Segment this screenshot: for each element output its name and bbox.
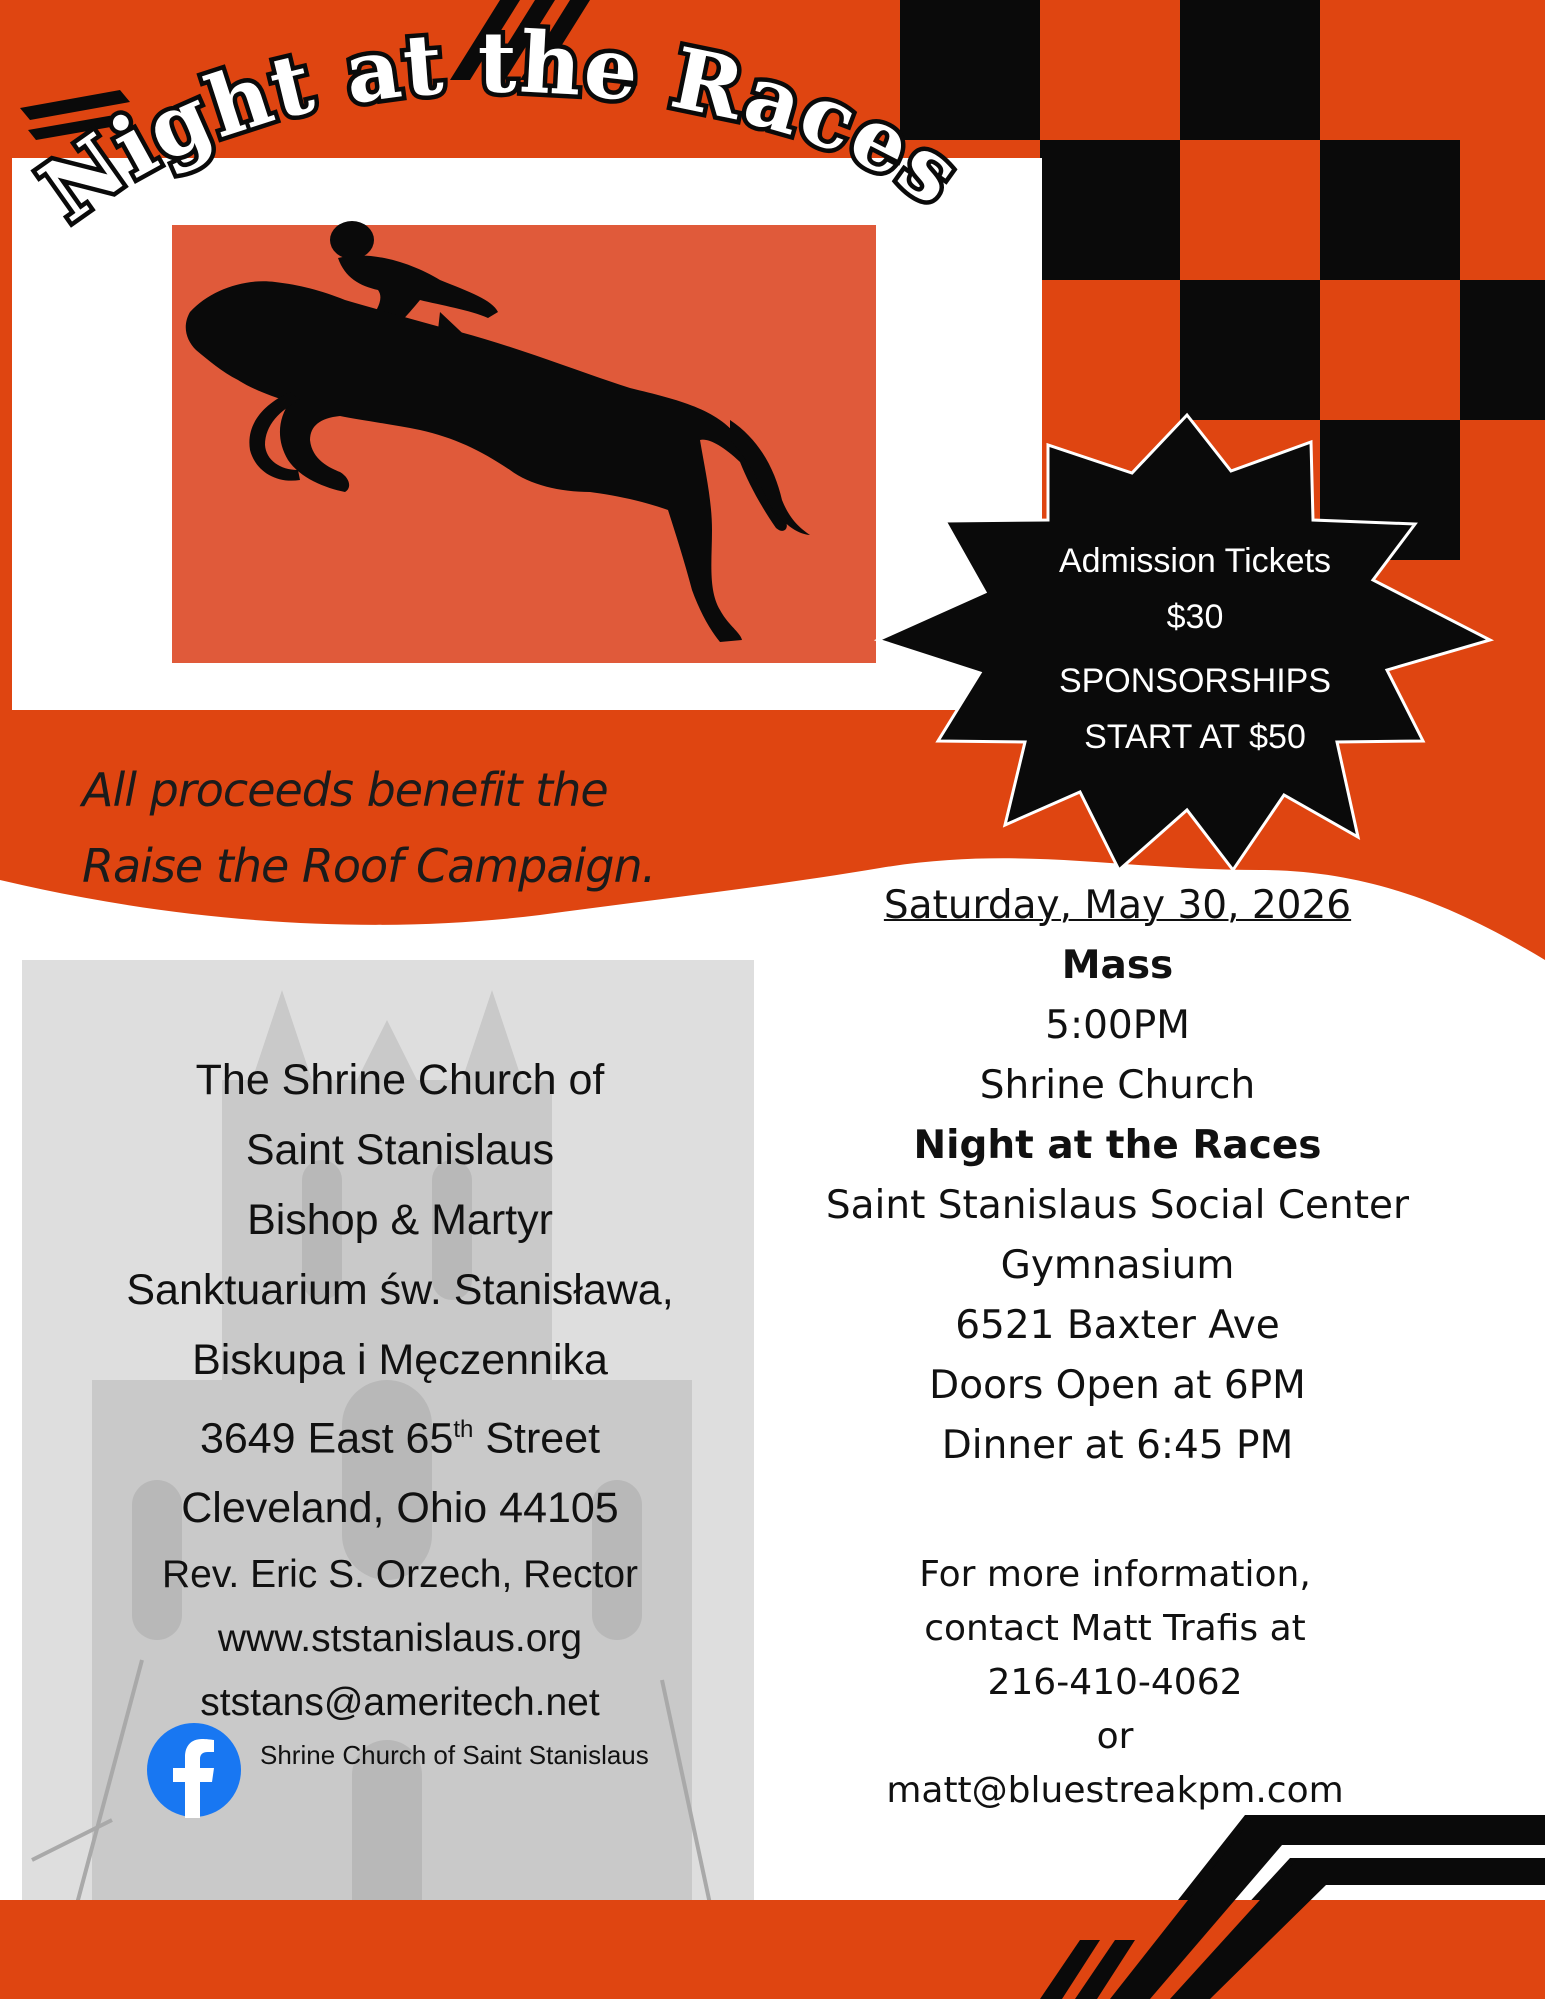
mass-place: Shrine Church (979, 1063, 1256, 1108)
venue-line-1: Saint Stanislaus Social Center (825, 1183, 1410, 1228)
sponsorships-label: SPONSORSHIPS (1058, 662, 1332, 700)
contact-email-link[interactable]: matt@bluestreakpm.com (886, 1770, 1344, 1811)
facebook-label: Shrine Church of Saint Stanislaus (260, 1739, 649, 1770)
street-number: 3649 East 65 (199, 1414, 454, 1463)
contact-phone-link[interactable]: 216-410-4062 (987, 1662, 1243, 1703)
street-ordinal: th (453, 1416, 474, 1443)
tickets-price: $30 (1166, 598, 1224, 636)
contact-line-1: For more information, (919, 1554, 1311, 1595)
event-date: Saturday, May 30, 2026 (883, 883, 1352, 928)
sponsorships-price: START AT $50 (1084, 718, 1306, 756)
street-name: Street (473, 1414, 601, 1463)
church-email-link[interactable]: ststans@ameritech.net (200, 1681, 600, 1725)
church-polish-1: Sanktuarium św. Stanisława, (126, 1266, 674, 1314)
church-name-3: Bishop & Martyr (247, 1196, 553, 1244)
tagline-line-1: All proceeds benefit the (82, 763, 608, 817)
tagline-line-2: Raise the Roof Campaign. (82, 839, 656, 893)
church-name-2: Saint Stanislaus (245, 1126, 555, 1174)
event-title-text: Night at the Races (23, 12, 980, 240)
church-city: Cleveland, Ohio 44105 (181, 1484, 619, 1533)
mass-time: 5:00PM (1045, 1003, 1190, 1048)
church-polish-2: Biskupa i Męczennika (192, 1336, 608, 1384)
church-website-link[interactable]: www.ststanislaus.org (217, 1617, 583, 1661)
church-name-1: The Shrine Church of (195, 1056, 605, 1104)
contact-or: or (1096, 1716, 1134, 1757)
tickets-label: Admission Tickets (1058, 542, 1332, 580)
races-label: Night at the Races (913, 1123, 1322, 1168)
venue-address: 6521 Baxter Ave (955, 1303, 1280, 1348)
doors-open: Doors Open at 6PM (929, 1363, 1306, 1408)
church-rector: Rev. Eric S. Orzech, Rector (161, 1553, 639, 1597)
dinner-time: Dinner at 6:45 PM (941, 1423, 1294, 1468)
contact-line-2: contact Matt Trafis at (924, 1608, 1306, 1649)
mass-label: Mass (1061, 943, 1174, 988)
venue-line-2: Gymnasium (1000, 1243, 1235, 1288)
